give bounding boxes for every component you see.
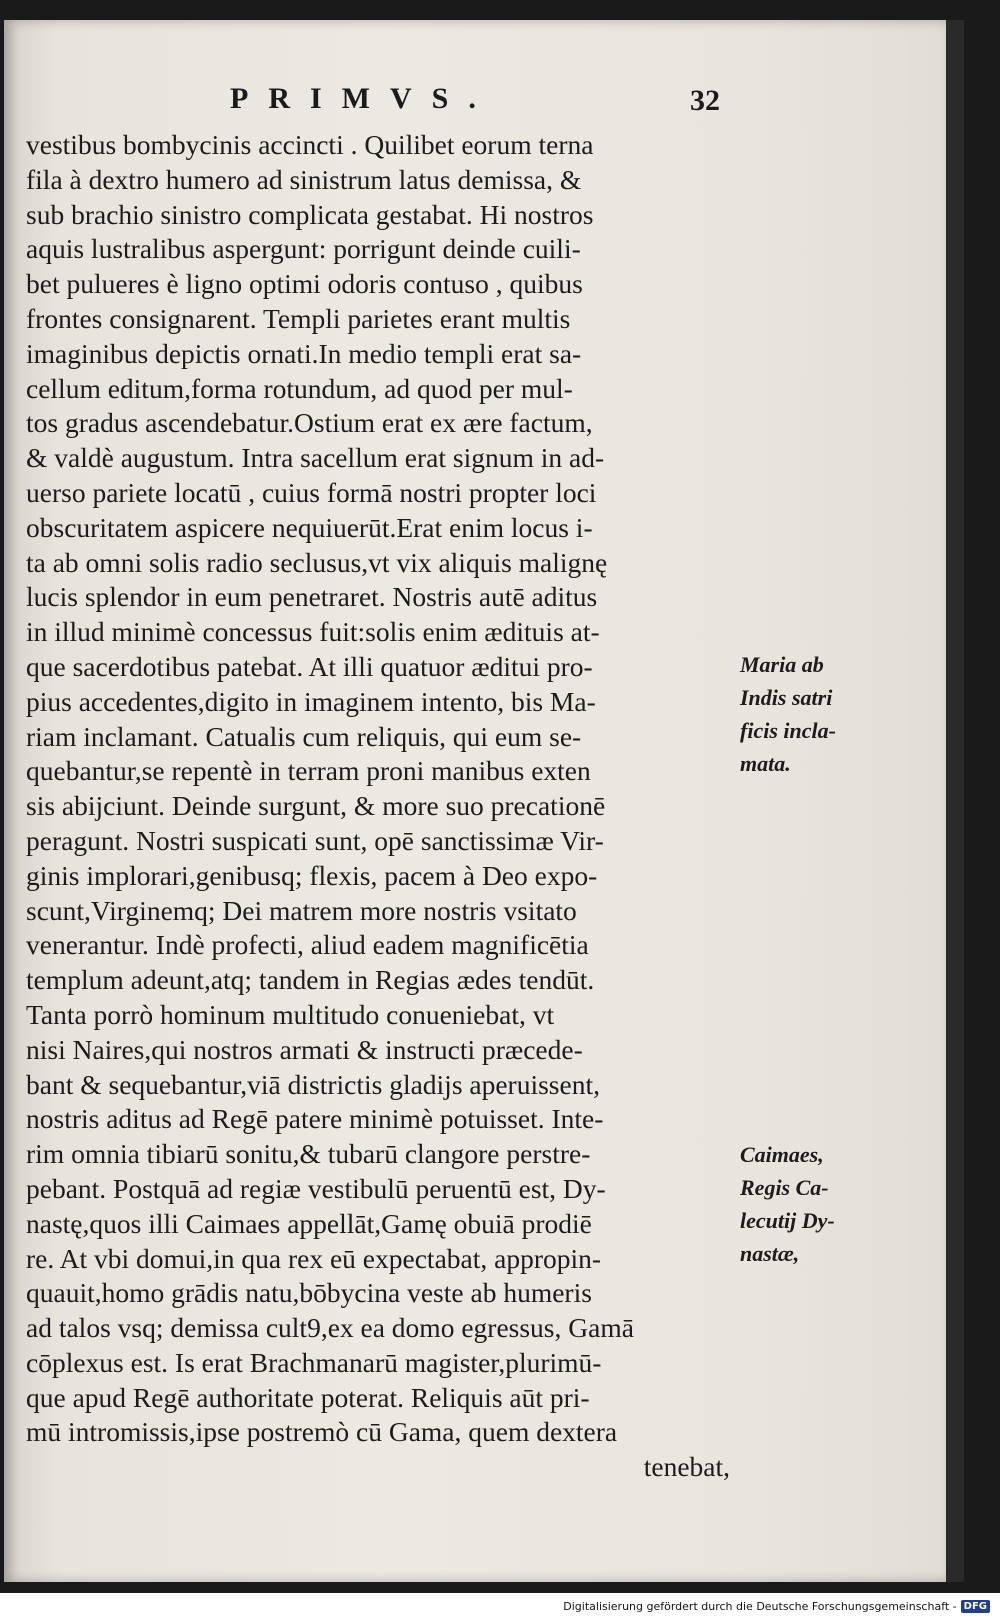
text-line: frontes consignarent. Templi parietes erant multis — [26, 302, 571, 334]
margin-note-line: ficis incla- — [740, 718, 836, 743]
text-line: quauit,homo grādis natu,bōbycina veste ab humeris — [26, 1277, 592, 1309]
text-line: bet pulueres è ligno optimi odoris contuso , quibus — [26, 268, 583, 300]
text-line: riam inclamant. Catualis cum reliquis, qui eum se- — [26, 720, 582, 752]
text-line: pius accedentes,digito in imaginem intento, bis Ma- — [26, 685, 596, 717]
text-line: ginis implorari,genibusq; flexis, pacem à Deo expo- — [26, 859, 598, 891]
margin-note-line: mata. — [740, 751, 791, 776]
text-line: quebantur,se repentè in terram proni manibus exten — [26, 755, 591, 787]
text-line: nisi Naires,qui nostros armati & instructi præcede- — [26, 1033, 583, 1065]
text-line: sis abijciunt. Deinde surgunt, & more suo precationē — [26, 790, 606, 822]
text-line: pebant. Postquā ad regiæ vestibulū peruentū est, Dy- — [26, 1172, 606, 1204]
text-line: peragunt. Nostri suspicati sunt, opē sanctissimæ Vir- — [26, 824, 604, 856]
margin-note-line: Maria ab — [740, 652, 824, 677]
dfg-logo: DFG — [961, 1600, 990, 1613]
text-line: venerantur. Indè profecti, aliud eadem magnificētia — [26, 929, 589, 961]
text-line: vestibus bombycinis accincti . Quilibet eorum terna — [26, 129, 594, 160]
text-line: obscuritatem aspicere nequiuerūt.Erat enim locus i- — [26, 511, 593, 543]
text-line: templum adeunt,atq; tandem in Regias ædes tendūt. — [26, 964, 595, 996]
text-line: tenebat, — [643, 1451, 730, 1483]
text-line: sub brachio sinistro complicata gestabat. Hi nostros — [26, 198, 594, 230]
margin-note-line: lecutij Dy- — [740, 1208, 835, 1233]
text-line: tos gradus ascendebatur.Ostium erat ex ære factum, — [26, 407, 593, 439]
page-edge — [946, 20, 964, 1582]
text-line: fila à dextro humero ad sinistrum latus demissa, & — [26, 163, 582, 195]
text-line: bant & sequebantur,viā districtis gladijs aperuissent, — [26, 1068, 600, 1100]
body-text — [26, 128, 736, 1485]
margin-note-line: Caimaes, — [740, 1142, 824, 1167]
running-head: PRIMVS. — [230, 82, 496, 115]
text-line: scunt,Virginemq; Dei matrem more nostris vsitato — [26, 894, 577, 926]
text-line: in illud minimè concessus fuit:solis enim ædituis at- — [26, 616, 600, 648]
text-line: que sacerdotibus patebat. At illi quatuor æditui pro- — [26, 650, 593, 682]
text-line: cellum editum,forma rotundum, ad quod per mul- — [26, 372, 573, 404]
page-number: 32 — [690, 84, 720, 117]
text-line: lucis splendor in eum penetraret. Nostris autē aditus — [26, 581, 598, 613]
margin-note-line: Indis satri — [740, 685, 833, 710]
margin-note-line: nastæ, — [740, 1241, 800, 1266]
text-line: aquis lustralibus aspergunt: porrigunt deinde cuili- — [26, 233, 581, 265]
text-line: & valdè augustum. Intra sacellum erat signum in ad- — [26, 442, 605, 474]
text-line: nastę,quos illi Caimaes appellāt,Gamę obuiā prodiē — [26, 1207, 592, 1239]
text-line: mū intromissis,ipse postremò cū Gama, quem dextera — [26, 1416, 618, 1448]
text-line: rim omnia tibiarū sonitu,& tubarū clangore perstre- — [26, 1138, 591, 1170]
text-line: nostris aditus ad Regē patere minimè potuisset. Inte- — [26, 1103, 604, 1135]
text-line: re. At vbi domui,in qua rex eū expectabat, appropin- — [26, 1242, 602, 1274]
text-line: Tanta porrò hominum multitudo conueniebat, vt — [26, 998, 555, 1030]
credit-text: Digitalisierung gefördert durch die Deutsche Forschungsgemeinschaft - — [563, 1600, 957, 1613]
margin-note-line: Regis Ca- — [740, 1175, 829, 1200]
margin-note-caimaes — [740, 1138, 870, 1270]
text-line: ad talos vsq; demissa cult9,ex ea domo egressus, Gamā — [26, 1312, 634, 1344]
text-line: que apud Regē authoritate poterat. Reliquis aūt pri- — [26, 1381, 590, 1413]
margin-note-maria — [740, 648, 870, 780]
text-line: imaginibus depictis ornati.In medio templi erat sa- — [26, 337, 582, 369]
text-line: ta ab omni solis radio seclusus,vt vix aliquis malignę — [26, 546, 608, 578]
digitization-credit — [563, 1600, 990, 1613]
text-line: cōplexus est. Is erat Brachmanarū magister,plurimū- — [26, 1346, 602, 1378]
text-line: uerso pariete locatū , cuius formā nostri propter loci — [26, 476, 597, 508]
